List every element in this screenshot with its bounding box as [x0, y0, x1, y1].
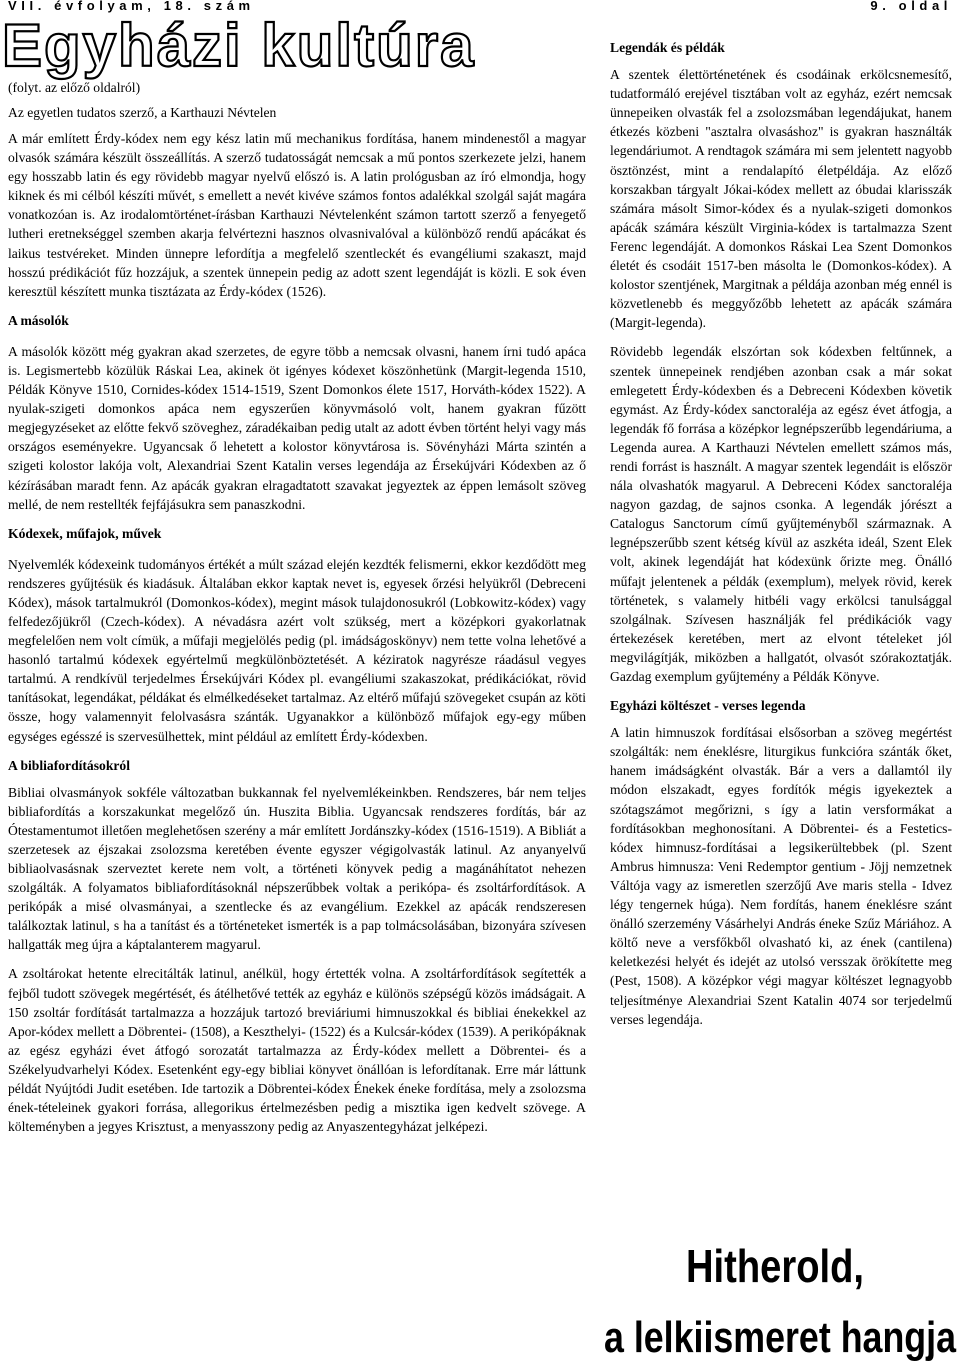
paragraph-legendak-2: Rövidebb legendák elszórtan sok kódexben feltűnnek, a szentek ünnepeinek rendjében azonban csak a már sokat emlegetett Érdy-kódexben és a Debreceni Kódexben követik egymást. Az Érdy-kódex sanctoraléja az egész évet átfogja, a legendák fő forrása a középkor legnépszerűbb legendáriuma, a Legenda aurea. A Karthauzi Névtelen emellett számos más, rendi forrást is használt. A magyar szentek legendáit is először nála olvashatók magyarul. A Debreceni Kódex sanctoraléja nagyon gazdag, de sajnos csonka. A legendák jórészt a Catalogus Sanctorum című gyűjteményből származnak. A legnépszerűbb szent kétség kívül az aszkéta ideál, Szent Elek volt, akinek legendáját hat kódexünk őrizte meg. Önálló műfajt jelentenek a példák (exemplum), melyek rövid, kerek történetek, s valamely hitbéli vagy erkölcsi tanulsággal szolgálnak. Szívesen használják fel prédikációk vagy értekezések keretében, mert az elvont tételeket jól megvilágítják, miközben a hallgatót, olvasót szórakoztatják. Gazdag exemplum gyűjtemény a Példák Könyve. [610, 344, 952, 684]
paragraph-karthauzi: A már említett Érdy-kódex nem egy kész latin mű mechanikus fordítása, hanem mindenestől a magyar olvasók számára készült összeállítás. A szerző tudatosságát nemcsak a mű pontos szerkezete jelzi, hanem egy hosszabb latin és egy rövidebb magyar nyelvű előszó is. A latin prológusban az író elmondja, hogy kiknek és mi célból készíti művét, s emellett a nevét kivéve számos fontos adalékkal szolgál saját magára vonatkozóan is. Az irodalomtörténet-írásban Karthauzi Névtelenként számon tartott szerző a fenyegető lutheri eretnekséggel szemben akarja felvértezni hasznos olvasnivalóval a különböző rendű apácákat és laikus testvéreket. Minden ünnepre lefordítja a megfelelő szentleckét és evangéliumi szakaszt, majd hosszú prédikációt fűz hozzájuk, a szentek ünnepein pedig az adott szent legendáját is közli. E sok éven keresztül készített munka tisztázata az Érdy-kódex (1526). [8, 131, 586, 299]
right-column [610, 38, 952, 1029]
paragraph-biblia-2: A zsoltárokat hetente elrecitálták latinul, anélkül, hogy értették volna. A zsoltárfordítások segítették a fejből tudott szövegek megértését, és átélhetővé tették az egyház e különös szépségű közös imádságait. A 150 zsoltár fordítását tartalmazza a hozzájuk tartozó breviáriumi himnuszokkal és bibliai énekekkel az Apor-kódex mellett a Döbrentei- (1508), a Keszthelyi- (1522) és a Kulcsár-kódex (1539). A perikópáknak az egész egyházi évet átfogó sorozatát tartalmazza az Érdy-kódex mellett a Döbrentei- és a Székelyudvarhelyi Kódex. Esetenként egy-egy bibliai könyvet önállóan is lefordítanak. Erre már láttunk példát Nyújtódi Judit esetében. Ide tartozik a Döbrentei-kódex Énekek éneke fordítása, mely a zsolozsma ének-tételeinek gyakori forrása, allegorikus értelmezésben pedig a misztika igen kedvelt szövege. A költeményben a jegyes Krisztust, a menyasszony pedig az Anyaszentegyházat jelképezi. [8, 966, 586, 1135]
heading-karthauzi: Az egyetlen tudatos szerző, a Karthauzi Névtelen [8, 105, 277, 120]
heading-bibliafordítasok: A bibliafordításokról [8, 757, 130, 773]
heading-koltészet: Egyházi költészet - verses legenda [610, 698, 806, 714]
paragraph-biblia-1: Bibliai olvasmányok sokféle változatban bukkannak fel nyelvemlékeinkben. Rendszeres, bár nem teljes bibliafordítás a korszakunkat megelőző ún. Huszita Biblia. Ugyancsak rendszeres fordítás, bár az Ótestamentumot illetően meglehetősen szerény a már említett Jordánszky-kódex (1516-1519). A Bibliát a szerzetesek az éjszakai zsolozsma keretében évente egyszer végigolvasták latinul. Az anyanyelvű bibliaolvasásnak szerveztet kerete nem volt, a történeti könyvek pedig a magánáhítatot nehezen szolgálták. A folyamatos bibliafordításoknál népszerűbbek voltak a perikópa- és zsoltárfordítások. A perikópák a misé olvasmányai, a szentlecke és az evangélium. Ezekkel az apácák rendszeresen találkoztak latinul, s ha a tanítást és a történeteket ismerték is a pap tolmácsolásában, bizonyára szívesen hallgatták meg újra a káptalanterem magyarul. [8, 784, 586, 953]
section-title: Egyházi kultúra [2, 12, 476, 79]
banner-line-1: Hitherold, [686, 1240, 864, 1292]
continued-note: (folyt. az előző oldalról) [8, 80, 141, 95]
paragraph-kodexek: Nyelvemlék kódexeink tudományos értékét a múlt század elején kezdték felismerni, ekkor kezdődött meg rendszeres gyűjtésük és kiadásuk. Általában ekkor kaptak nevet is, egyesek őrzési helyükről (Debreceni Kódex), mások tartalmukról (Domonkos-kódex), megint mások tulajdonosukról (Lobkowitz-kódex) vagy felfedezőjükről (Czech-kódex). A névadásra azért volt szükség, mert a középkori gyakorlatnak megfelelően nem volt címük, a műfaji megjelölés pedig (pl. imádságoskönyv) nem tette volna lehetővé a hasonló tartalmú kódexek egyértelmű megkülönböztetését. A kéziratok nagyrésze ráadásul vegyes tartalmú. A rendkívül terjedelmes Érsekújvári Kódex pl. evangéliumi szakaszokat, prédikációkat, rövid tanításokat, legendákat, példákat és elmélkedéseket tartalmaz. Az eltérő műfajú szövegeket csupán az köti össze, hogy valamennyit felolvasásra szánták. Ugyanakkor a különböző műfajok egy-egy műben egységes egésszé is szervesülhettek, mint például az említett Érdy-kódexben. [8, 556, 586, 744]
paragraph-koltészet: A latin himnuszok fordításai elsősorban a szöveg megértést szolgálták: nem éneklésre, liturgikus funkcióra szánták őket, hanem imádságként olvasták. Bár a vers a dallamtól ily módon elszakadt, egyes fordítók mégis igyekeztek a szótagszámot megőrizni, s így a latin versformákat a fordításokban meghonosítani. A Döbrentei- és a Festetics-kódex himnusz-fordításai a legsikerültebbek (pl. Szent Ambrus himnusza: Veni Redemptor gentium - Jöjj nemzetnek Váltója vagy az ismeretlen szerzőjű Ave maris stella - Idvez légy tengernek húga). Nem fordítás, hanem éneklésre szánt önálló szerzemény Vásárhelyi András éneke Szűz Máriához. A költő neve a versfőkből olvasható ki, az ének (cantilena) keletkezési helyét és idejét az utolsó versszak örökítette meg (Pest, 1508). A középkor végi magyar költészet legnagyobb teljesítménye Alexandriai Szent Katalin 4074 sor terjedelmű verses legendája. [610, 725, 952, 1027]
heading-masolok: A másolók [8, 312, 69, 328]
banner-line-2: a lelkiismeret hangja [604, 1313, 957, 1362]
paragraph-legendak-1: A szentek élettörténetének és csodáinak erkölcsnemesítő, tudatformáló erejével tisztában volt az egyház, ezért nemcsak ünnepeiken olvasták fel a zsolozsmában legendájukat, hanem étkezés közbeni "asztalra olvasáshoz" is gyakran használták legendáriumot. A rendtagok számára mi sem jelentett nagyobb ösztönzést, mint a rendalapító életpéldája. Az előző korszakban tárgyalt Jókai-kódex mellett az óbudai klarisszák számára másolt Simor-kódex és a nyulak-szigeti domonkos apácák számára készült Virginia-kódex is tartalmazza Szent Ferenc legendáját. A domonkos Ráskai Lea Szent Domonkos életét és csodáit 1517-ben másolta le (Domonkos-kódex). A kolostor szentjének, Margitnak a példája azonban még ennél is közvetlenebb és meggyőzőbb lehetett az apácák számára (Margit-legenda). [610, 67, 952, 331]
heading-kodexek: Kódexek, műfajok, művek [8, 525, 162, 541]
page-number: 9. oldal [870, 0, 952, 13]
heading-legendak: Legendák és példák [610, 40, 725, 55]
banner-graphic [600, 1220, 960, 1363]
hitherold-banner [600, 1220, 960, 1363]
issue-label: VII. évfolyam, 18. szám [8, 0, 255, 13]
paragraph-masolok: A másolók között még gyakran akad szerzetes, de egyre több a nemcsak olvasni, hanem írni tudó apáca is. Legismertebb közülük Ráskai Lea, akinek öt igényes kódexet köszönhetünk (Margit-legenda 1510, Példák Könyve 1510, Cornides-kódex 1514-1519, Szent Domonkos élete 1517, Horváth-kódex 1522). A nyulak-szigeti domonkos apáca nem egyszerűen könyvmásoló volt, hanem gyakran fűzött megjegyzéseket az előtte fekvő szöveghez, záradékaiban pedig utalt az adott évben történt helyi vagy más országos eseményekre. Ugyancsak ő lehetett a kolostor könyvtárosa is. Sövényházi Márta szintén a szigeti kolostor lakója volt, Alexandriai Szent Katalin verses legendája az Érsekújvári Kódexben az ő kézírásában maradt fenn. Az apácák gyakran elragadtatott szavakat jegyeztek az éppen lemásolt szöveg mellé, de nem restellték fejfájásukra sem panaszkodni. [8, 343, 586, 512]
left-column [2, 12, 586, 1136]
